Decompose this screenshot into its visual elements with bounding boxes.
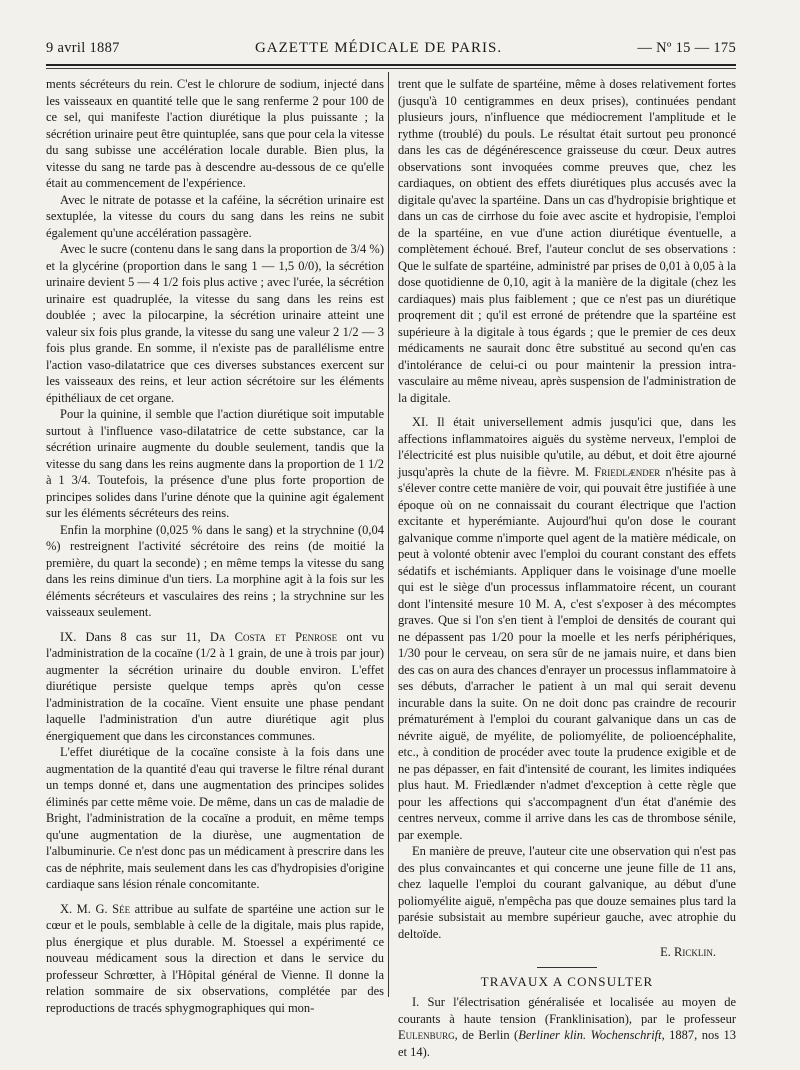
text-run: XI. Il était universellement admis jusqu'ici que, dans les affections inflammatoires aiguës du système nerveux, l'emploi de l'électricité est plus nuisible qu'utile, au début, et doit être ajourné jusqu'après la chute de la fièvre. M. [398, 415, 736, 479]
left-column [46, 76, 384, 1016]
header-rule-thin [46, 68, 736, 69]
text-run: X. M. G. [60, 901, 113, 916]
author-name: Eulenburg [398, 1028, 455, 1042]
text-run: n'hésite pas à s'élever contre cette manière de voir, qui pouvait être justifiée à une époque où on ne connaissait du courant électrique que l'action excitante et hyperémiante. Aujourd'hui qu'on dose le courant galvanique comme n'importe quel agent de la matière médicale, on peut à volonté obtenir avec l'emploi du courant constant des effets sédatifs et ischémiants. Appliquer dans le voisinage d'une moelle qui est le siège d'un processus inflammatoire récent, un courant dont l'intensité mesure 10 M. A, c'est s'exposer à des mécomptes graves. Que si l'on s'en tient à l'emploi de densités de courant qui ne dépassent pas 1/20 pour la moelle et les nerfs périphériques, 1/30 pour le cerveau, on sera sûr de ne jamais nuire, et dans bien des cas on aura des chances d'enrayer un processus inflammatoire à ses débuts, d'arracher le patient à un mal qui serait devenu incurable dans la suite. On ne doit donc pas craindre de recourir prématurément à l'emploi du courant galvanique dans un cas de névrite aiguë, de myélite, de poliomyélite, de polioencéphalite, etc., à condition de procéder avec toute la prudence exigible et de ne pas dépasser, en fait d'intensité de courant, les limites indiquées plus haut. M. Friedlænder n'admet d'exception à cette règle que pour les affections qui s'accompagnent d'un état d'anémie des centres nerveux, comme il arrive dans les cas de thrombose sénile, par exemple. [398, 464, 736, 842]
text-run: attribue au sulfate de spartéine une action sur le cœur et le pouls, semblable à celle de la digitale, mais plus rapide, plus énergique et plus durable. M. Stoessel a expérimenté ce nouveau médicament sous la direction et dans le service du professeur Schrœtter, à l'Hôpital général de Vienne. Il donne la relation sommaire de six observations, complétée par des reproductions de tracés sphygmographiques qui mon- [46, 901, 385, 1015]
journal-title: GAZETTE MÉDICALE DE PARIS. [254, 40, 503, 56]
paragraph-section-ix [46, 629, 384, 745]
paragraph-section-x [46, 901, 384, 1017]
right-column [398, 76, 736, 1060]
column-divider [388, 72, 389, 997]
paragraph-section-xi [398, 414, 736, 843]
text-run: ont vu l'administration de la cocaïne (1/2 à 1 grain, de une à trois par jour) augmenter la sécrétion urinaire du double environ. L'effet diurétique persiste quelque temps après qu'on cesse l'administration de la cocaïne. Vient ensuite une phase pendant laquelle l'administration d'un autre diurétique agit plus énergiquement que dans les circonstances communes. [46, 629, 384, 743]
paragraph-preuve: En manière de preuve, l'auteur cite une observation qui n'est pas des plus convaincantes et qui concerne une jeune fille de 11 ans, chez laquelle l'emploi du courant galvanique, au début d'une poliomyélite aiguë, n'empêcha pas que douze semaines plus tard la parésie subsistait au membre supérieur gauche, avec atrophie du deltoïde. [398, 844, 736, 941]
paragraph-nitrate: Avec le nitrate de potasse et la caféine, la sécrétion urinaire est sextuplée, la vitesse du cours du sang dans les reins ne subit également qu'une accélération passagère. [46, 192, 384, 240]
issue-number-page: — Nº 15 — 175 [637, 40, 736, 56]
header-rule [46, 64, 736, 66]
section-rule [537, 967, 597, 968]
page-header [46, 40, 736, 62]
text-run: , 1887, nos 13 et 14). [398, 1028, 736, 1059]
reference-item [398, 994, 736, 1060]
paragraph-quinine: Pour la quinine, il semble que l'action diurétique soit imputable surtout à l'influence vaso-dilatatrice de cette substance, car la sécrétion urinaire augmente du double seulement, tandis que la vitesse du sang dans les reins augmente dans la proportion de 1 1/2 à 1 3/4. Toutefois, la présence d'une plus forte proportion de principes solides dans l'urine dénote que la quinine agit également sur les éléments sécréteurs des reins. [46, 407, 384, 520]
author-name: Friedlænder [594, 464, 661, 479]
signature: E. Ricklin. [660, 945, 716, 959]
text-run: IX. Dans 8 cas sur 11, [60, 629, 210, 644]
author-name: Sée [112, 901, 131, 916]
section-title: TRAVAUX A CONSULTER [480, 973, 654, 989]
paragraph-chlorure: ments sécréteurs du rein. C'est le chlorure de sodium, injecté dans les vaisseaux en quantité telle que le sang renferme 2 pour 100 de ce sel, qui manifeste l'action diurétique la plus puissante ; la sécrétion urinaire peut être quintuplée, sans que pour cela la vitesse du sang subisse une accélération locale durable. Bien plus, la vitesse du sang ne tarde pas à descendre au-dessous de ce qu'elle était au commencement de l'expérience. [46, 77, 384, 190]
author-name: Da Costa et Penrose [209, 629, 338, 644]
paragraph-sucre: Avec le sucre (contenu dans le sang dans la proportion de 3/4 %) et la glycérine (proportion dans le sang 1 — 1,5 0/0), la sécrétion urinaire devient 5 — 4 1/2 fois plus active ; avec l'urée, la sécrétion urinaire est quadruplée, la vitesse du sang dans les reins est doublée ; avec la pilocarpine, la sécrétion urinaire atteint une valeur six fois plus grande, la vitesse du sang une valeur 2 1/2 — 3 fois plus grande. En somme, il n'existe pas de parallélisme entre l'action vaso-dilatatrice que ces diverses substances exercent sur les vaisseaux des reins, et leur action sécrétoire sur les éléments épithéliaux de cet organe. [46, 242, 384, 405]
text-run: , de Berlin ( [454, 1028, 519, 1042]
paragraph-cocaine-effect: L'effet diurétique de la cocaïne consiste à la fois dans une augmentation de la quantité d'eau qui traverse le filtre rénal durant un temps donné et, dans une augmentation des principes solides éliminés par cette même voie. De même, dans un cas de maladie de Bright, l'administration de la cocaïne a produit, en même temps qu'une augmentation de la diurèse, une augmentation de l'albuminurie. Ce n'est donc pas un médicament à prescrire dans les cas de néphrite, mais seulement dans les cas d'hydropisies d'origine cardiaque sans lésion rénale concomitante. [46, 745, 384, 891]
paragraph-morphine: Enfin la morphine (0,025 % dans le sang) et la strychnine (0,04 %) restreignent l'activité sécrétoire des reins (de moitié la première, du quart la seconde) ; en même temps la vitesse du sang dans les reins diminue d'un tiers. La morphine agit à la fois sur les éléments sécréteurs et vasculaires des reins ; la strychnine sur les vaisseaux seulement. [46, 522, 384, 619]
paragraph-sparteine: trent que le sulfate de spartéine, même à doses relativement fortes (jusqu'à 10 centigrammes en deux prises), continuées pendant plusieurs jours, n'influence que médiocrement l'amplitude et le rythme (troublé) du pouls. Le résultat était surtout peu prononcé dans les cas de dégénérescence graisseuse du cœur. Deux autres observations sont invoquées comme preuves que, chez les cardiaques, on obtient des effets diurétiques plus accusés avec la digitale qu'avec la spartéine. Dans un cas d'hydropisie brightique et dans un cas de cirrhose du foie avec ascite et hydropisie, l'emploi de la spartéine, en vue d'une action diurétique éventuelle, a complètement échoué. Bref, l'auteur conclut de ses observations : Que le sulfate de spartéine, administré par prises de 0,01 à 0,05 à la dose quotidienne de 0,10, agit à la manière de la digitale (chez les cardiaques) mais plus faiblement ; que ce n'est pas un diurétique proqrement dit ; qu'il est erroné de prétendre que la spartéine est supérieure à la digitale à tous égards ; que le premier de ces deux médicaments ne saurait donc être substitué au second qu'en cas d'intolérance de celui-ci ou pour maintenir la pression intra-vasculaire au même niveau, après suspension de l'administration de la digitale. [398, 77, 736, 405]
journal-name: Berliner klin. Wochenschrift [518, 1028, 662, 1042]
issue-date: 9 avril 1887 [46, 40, 120, 56]
text-run: I. Sur l'électrisation généralisée et localisée au moyen de courants à haute tension (Franklinisation), par le professeur [398, 995, 736, 1026]
